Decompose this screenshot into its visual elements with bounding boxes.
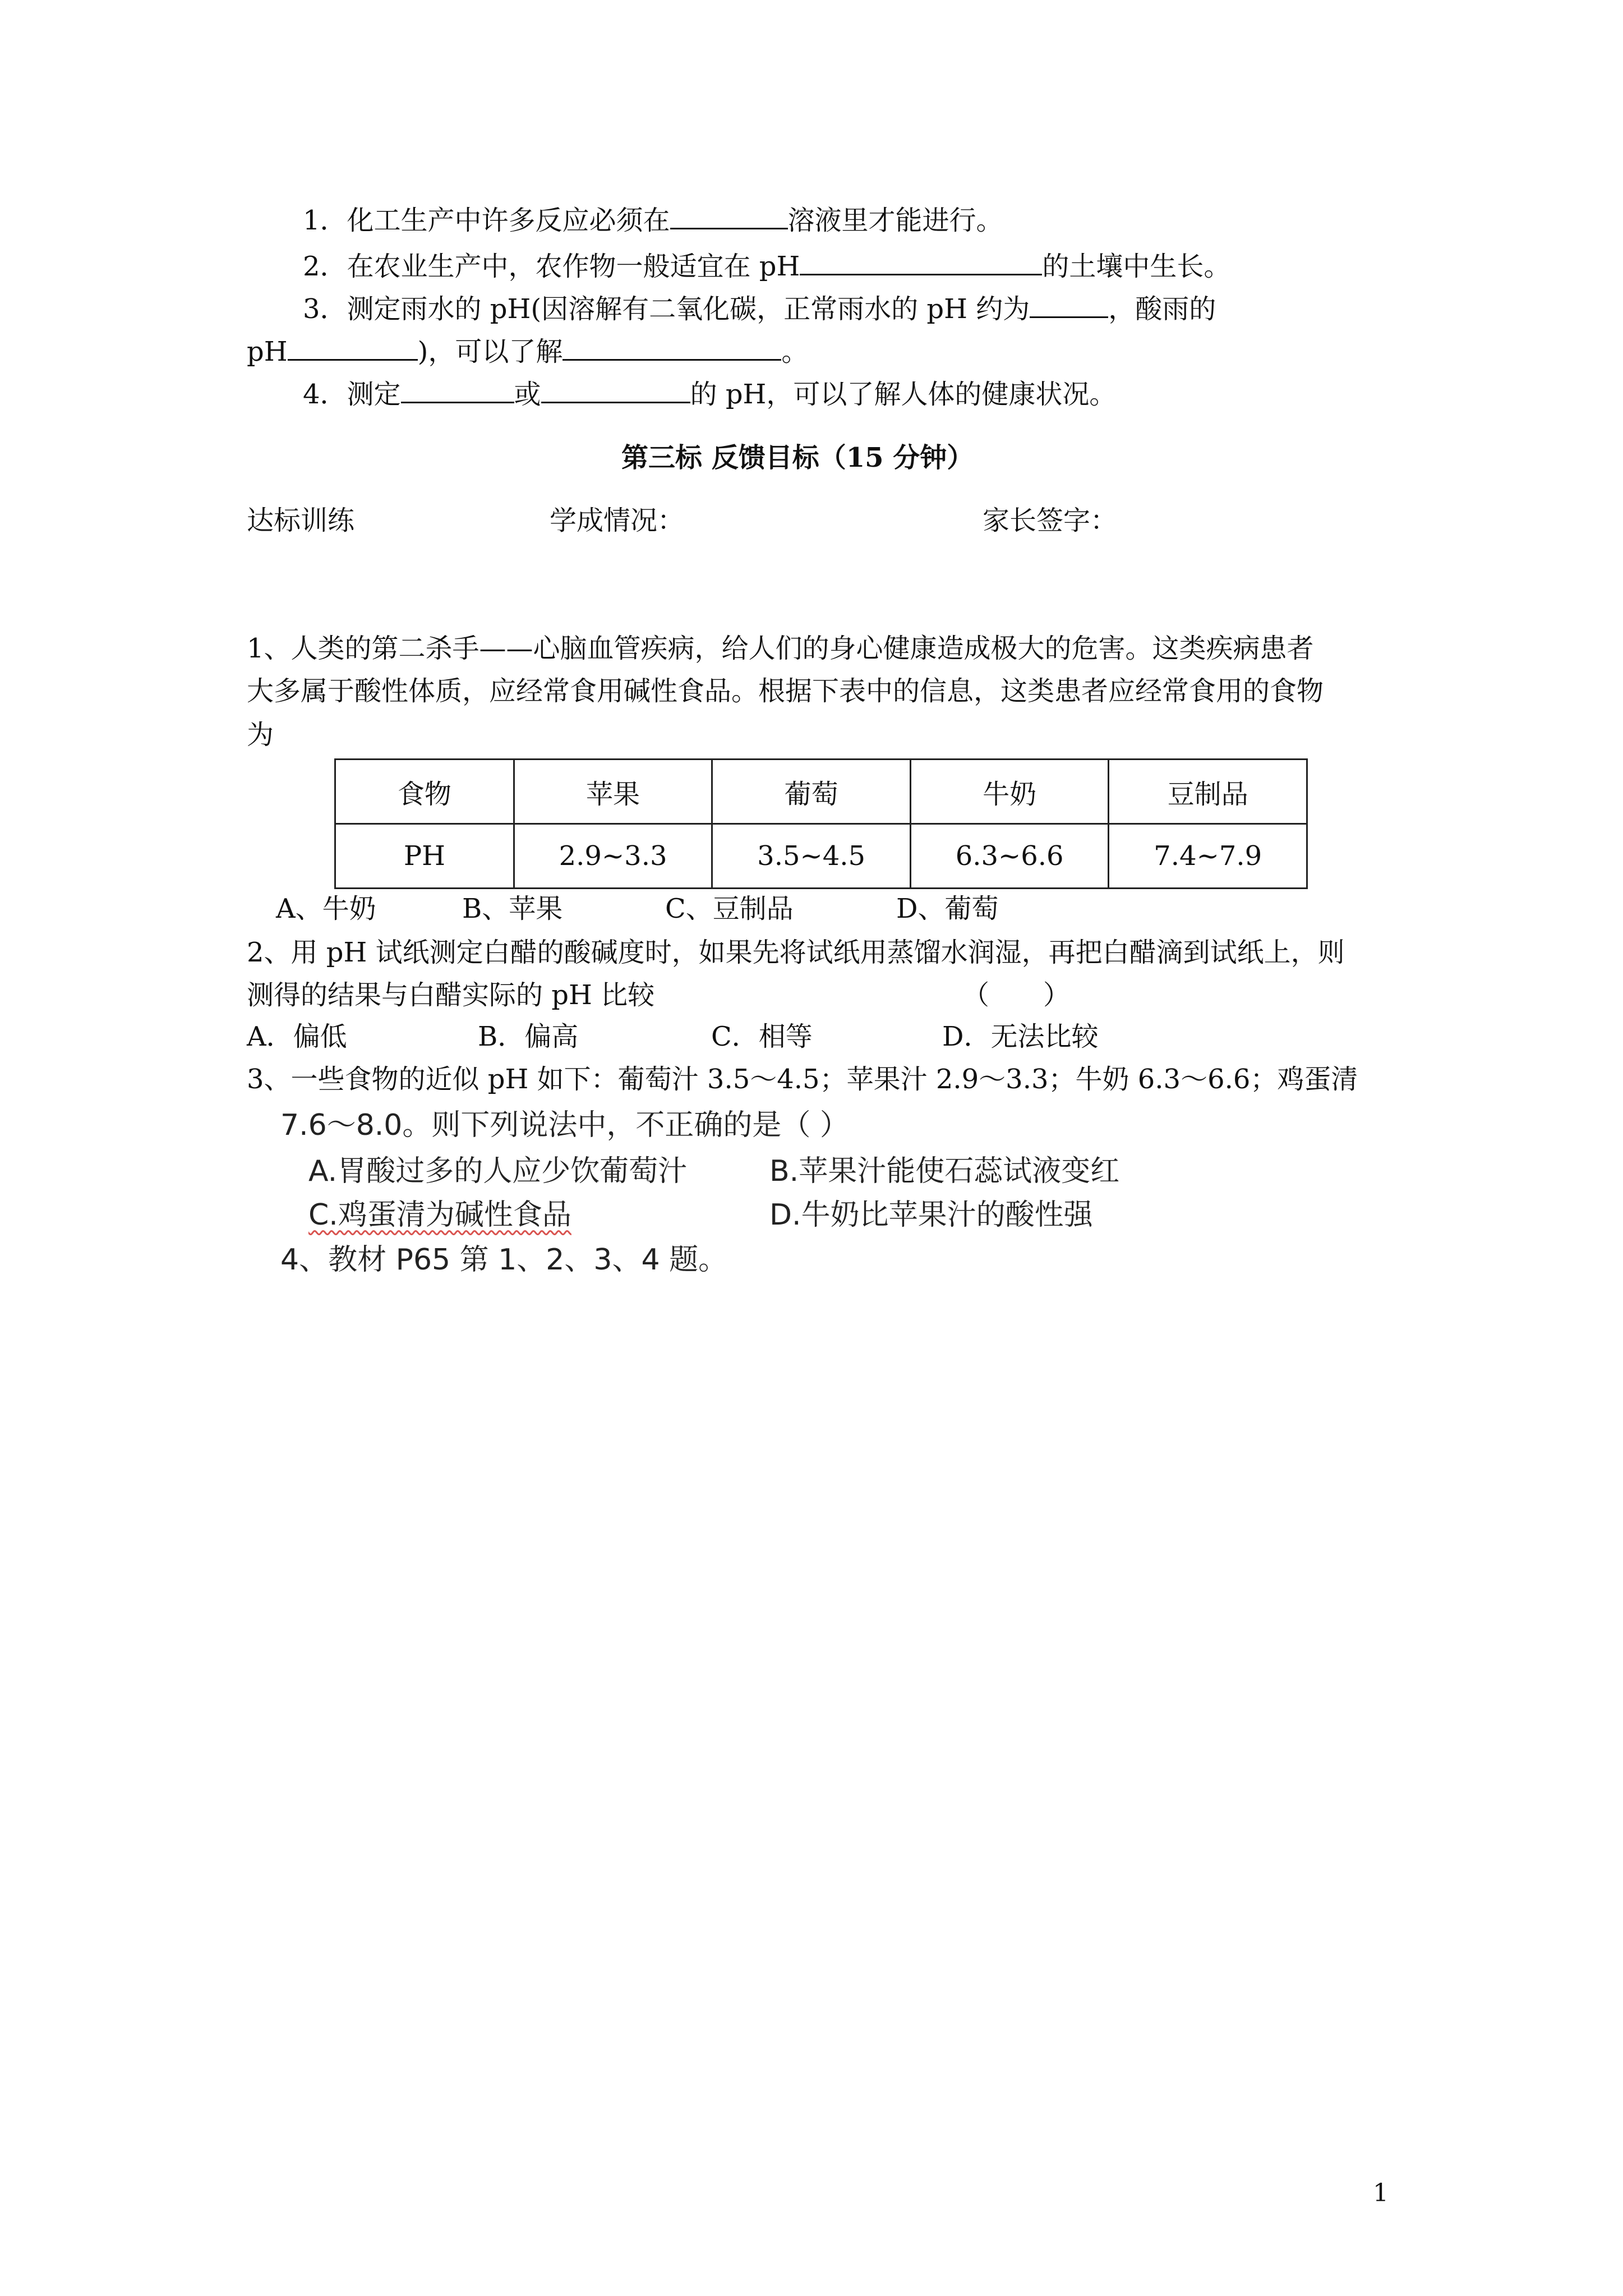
q1-option-c[interactable]: C、豆制品: [665, 893, 794, 924]
table-cell: PH: [335, 824, 514, 889]
q1-text-after: 溶液里才能进行。: [787, 205, 1003, 236]
q3-stem-line2: 7.6～8.0。则下列说法中，不正确的是（ ）: [280, 1108, 849, 1142]
q1-stem-line1: 1、人类的第二杀手——心脑血管疾病，给人们的身心健康造成极大的危害。这类疾病患者: [247, 633, 1314, 664]
q1-option-a[interactable]: A、牛奶: [276, 893, 376, 924]
table-cell: 豆制品: [1109, 760, 1307, 824]
fill-question-1: [303, 202, 1003, 237]
q3-option-c-text: C.鸡蛋清为碱性食品: [308, 1198, 571, 1232]
q3-stem-line1: 3、一些食物的近似 pH 如下：葡萄汁 3.5～4.5；苹果汁 2.9～3.3；牛奶 6.3～6.6；鸡蛋清: [247, 1064, 1358, 1095]
table-cell: 苹果: [514, 760, 712, 824]
table-cell: 牛奶: [910, 760, 1109, 824]
table-header-row: [335, 760, 1307, 824]
q4-text-after: 的 pH，可以了解人体的健康状况。: [690, 379, 1117, 410]
q2-stem-line2: 测得的结果与白醋实际的 pH 比较: [247, 979, 655, 1011]
q3-line2-mid: )，可以了解: [417, 336, 563, 367]
page-number: 1: [1373, 2179, 1389, 2207]
q3-option-c[interactable]: [308, 1198, 571, 1232]
q3-option-d[interactable]: D.牛奶比苹果汁的酸性强: [769, 1198, 1093, 1232]
q4-text: 4、教材 P65 第 1、2、3、4 题。: [280, 1243, 728, 1277]
q1-stem-line3: 为: [247, 719, 274, 751]
table-cell: 葡萄: [712, 760, 911, 824]
q2-answer-paren[interactable]: （ ）: [962, 979, 1071, 1011]
fill-question-3-line2: [247, 333, 808, 369]
q4-blank-2[interactable]: [541, 376, 690, 403]
q4-blank-1[interactable]: [401, 376, 514, 403]
table-row: [335, 824, 1307, 889]
q1-option-b[interactable]: B、苹果: [462, 893, 563, 924]
q2-text-after: 的土壤中生长。: [1042, 251, 1231, 282]
table-cell: 3.5~4.5: [712, 824, 911, 889]
table-cell: 食物: [335, 760, 514, 824]
q3-text-after: ，酸雨的: [1108, 293, 1216, 325]
section-title: 第三标 反馈目标（15 分钟）: [621, 442, 974, 473]
q2-option-b[interactable]: B．偏高: [478, 1021, 579, 1052]
q2-text-before: 2．在农业生产中，农作物一般适宜在 pH: [303, 251, 800, 282]
q2-stem-line1: 2、用 pH 试纸测定白醋的酸碱度时，如果先将试纸用蒸馏水润湿，再把白醋滴到试纸上，则: [247, 937, 1345, 968]
label-learning-status: 学成情况：: [550, 505, 685, 536]
q1-text-before: 1．化工生产中许多反应必须在: [303, 205, 670, 236]
q1-blank[interactable]: [670, 202, 788, 229]
q3-blank-normal-rain[interactable]: [1030, 291, 1108, 318]
q2-option-d[interactable]: D．无法比较: [942, 1021, 1099, 1052]
fill-question-3-line1: [303, 291, 1216, 326]
q3-line2-end: 。: [781, 336, 809, 367]
q3-line2-ph: pH: [247, 336, 288, 367]
label-training: 达标训练: [247, 505, 355, 536]
q2-option-a[interactable]: A．偏低: [247, 1021, 347, 1052]
q4-text-mid: 或: [514, 379, 541, 410]
q2-option-c[interactable]: C．相等: [711, 1021, 813, 1052]
q1-stem-line2: 大多属于酸性体质，应经常食用碱性食品。根据下表中的信息，这类患者应经常食用的食物: [247, 675, 1324, 707]
q3-option-b[interactable]: B.苹果汁能使石蕊试液变红: [769, 1154, 1120, 1188]
q4-text-before: 4．测定: [303, 379, 401, 410]
q2-blank[interactable]: [800, 248, 1042, 275]
q3-blank-acid-rain[interactable]: [288, 333, 418, 361]
fill-question-2: [303, 248, 1230, 283]
q1-option-d[interactable]: D、葡萄: [896, 893, 999, 924]
table-cell: 2.9~3.3: [514, 824, 712, 889]
q3-text-before: 3．测定雨水的 pH(因溶解有二氧化碳，正常雨水的 pH 约为: [303, 293, 1030, 325]
table-cell: 7.4~7.9: [1109, 824, 1307, 889]
q3-blank-understand[interactable]: [562, 333, 781, 361]
label-parent-signature: 家长签字：: [983, 505, 1118, 536]
fill-question-4: [303, 376, 1116, 411]
food-ph-table: [334, 758, 1308, 889]
q3-option-a[interactable]: A.胃酸过多的人应少饮葡萄汁: [308, 1154, 688, 1188]
table-cell: 6.3~6.6: [910, 824, 1109, 889]
